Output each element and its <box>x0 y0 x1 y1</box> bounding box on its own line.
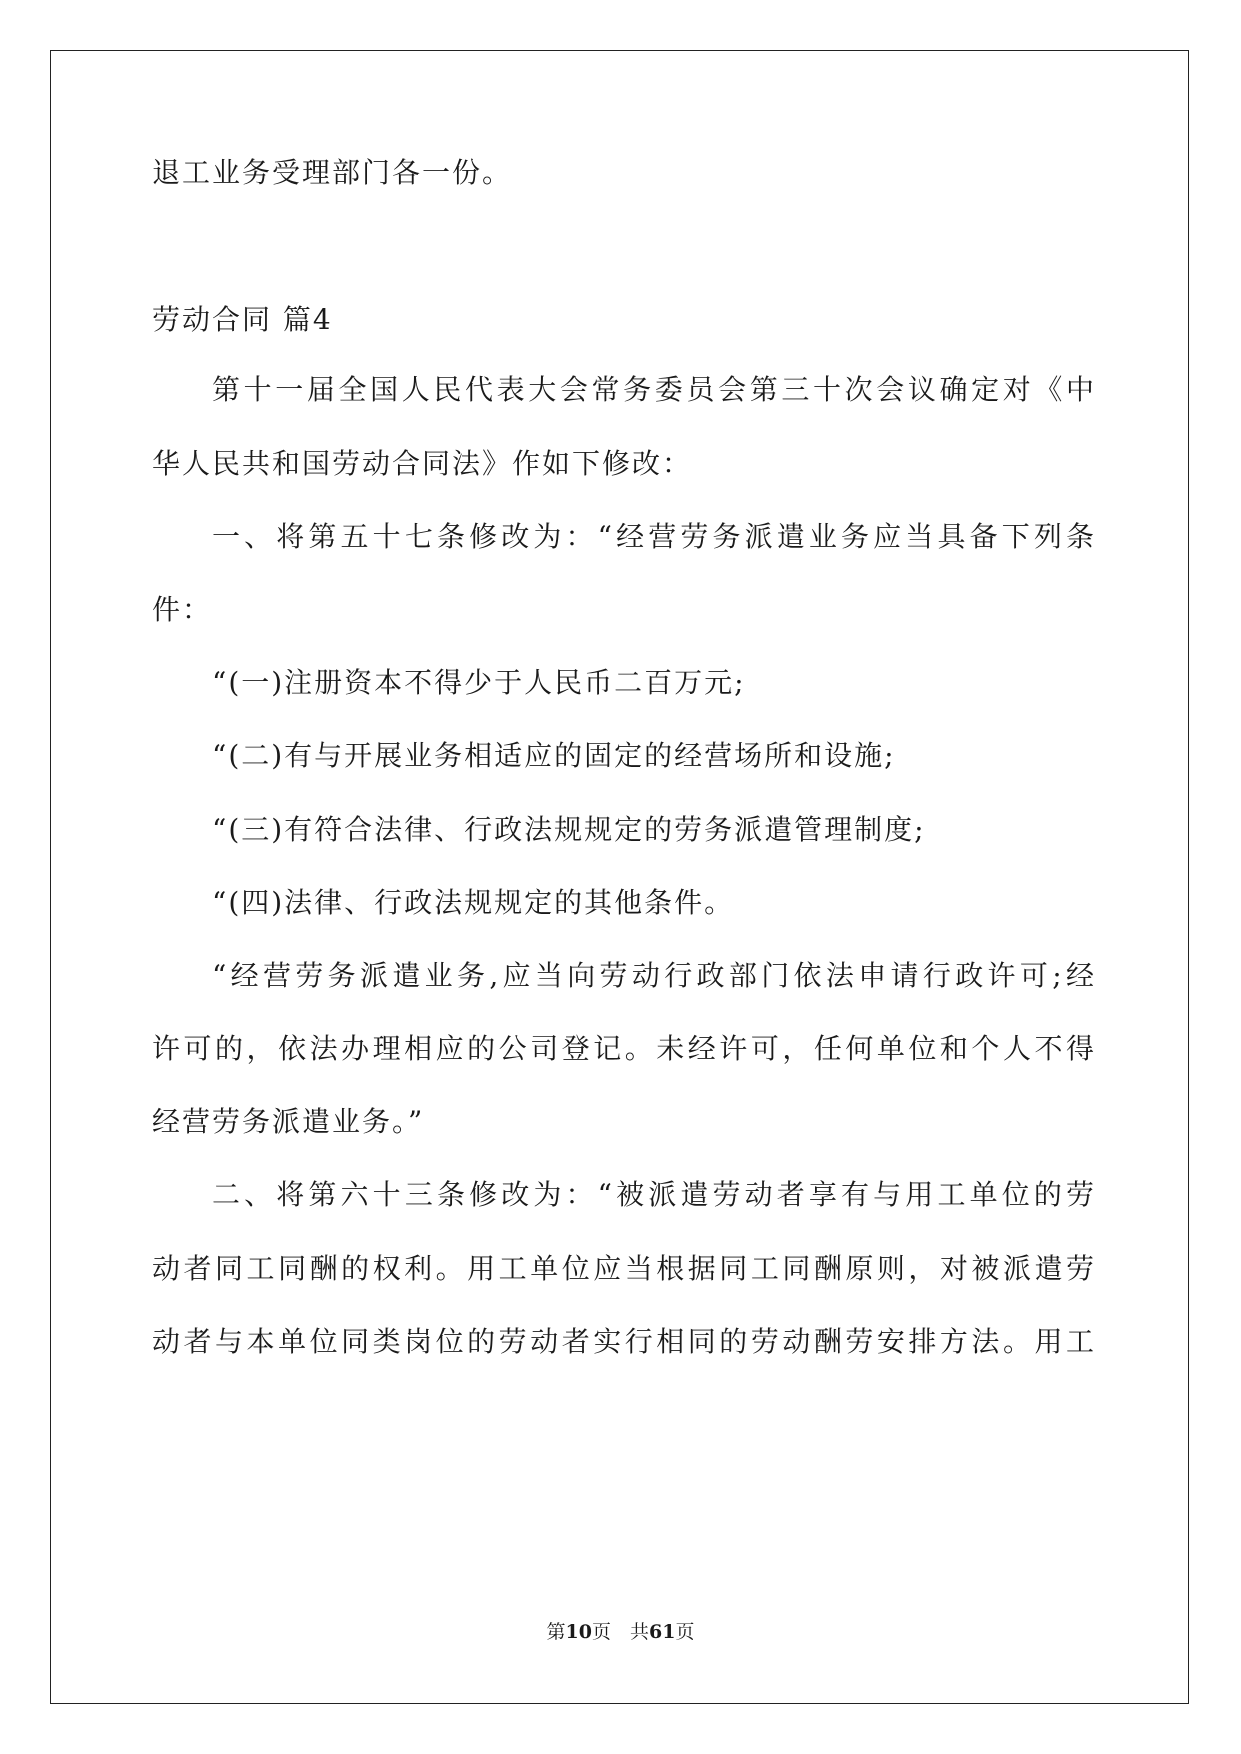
page-footer <box>0 1620 1241 1644</box>
list-item: “(三)有符合法律、行政法规规定的劳务派遣管理制度; <box>212 813 926 846</box>
paragraph-line: 经营劳务派遣业务。” <box>152 1105 425 1138</box>
footer-prefix: 第 <box>546 1621 566 1643</box>
paragraph-line: 一、将第五十七条修改为：“经营劳务派遣业务应当具备下列条 <box>212 520 1096 553</box>
list-item: “(四)法律、行政法规规定的其他条件。 <box>212 886 735 919</box>
page-border <box>50 50 1189 1704</box>
paragraph-line: 华人民共和国劳动合同法》作如下修改： <box>152 447 693 480</box>
paragraph-line: 二、将第六十三条修改为：“被派遣劳动者享有与用工单位的劳 <box>212 1178 1096 1211</box>
footer-suffix: 页 <box>675 1621 695 1643</box>
current-page-number: 10 <box>565 1621 592 1643</box>
list-item: “(二)有与开展业务相适应的固定的经营场所和设施; <box>212 739 896 772</box>
paragraph-line: 动者与本单位同类岗位的劳动者实行相同的劳动酬劳安排方法。用工 <box>152 1325 1096 1358</box>
text-line: 退工业务受理部门各一份。 <box>152 156 513 189</box>
section-heading: 劳动合同 篇4 <box>152 303 333 336</box>
paragraph-line: 件： <box>152 593 213 626</box>
paragraph-line: 第十一届全国人民代表大会常务委员会第三十次会议确定对《中 <box>212 373 1096 406</box>
paragraph-line: 许可的，依法办理相应的公司登记。未经许可，任何单位和个人不得 <box>152 1032 1096 1065</box>
list-item: “(一)注册资本不得少于人民币二百万元; <box>212 666 746 699</box>
footer-middle: 页 共 <box>591 1621 649 1643</box>
paragraph-line: “经营劳务派遣业务,应当向劳动行政部门依法申请行政许可;经 <box>212 959 1096 992</box>
total-pages-number: 61 <box>649 1621 676 1643</box>
paragraph-line: 动者同工同酬的权利。用工单位应当根据同工同酬原则，对被派遣劳 <box>152 1252 1096 1285</box>
